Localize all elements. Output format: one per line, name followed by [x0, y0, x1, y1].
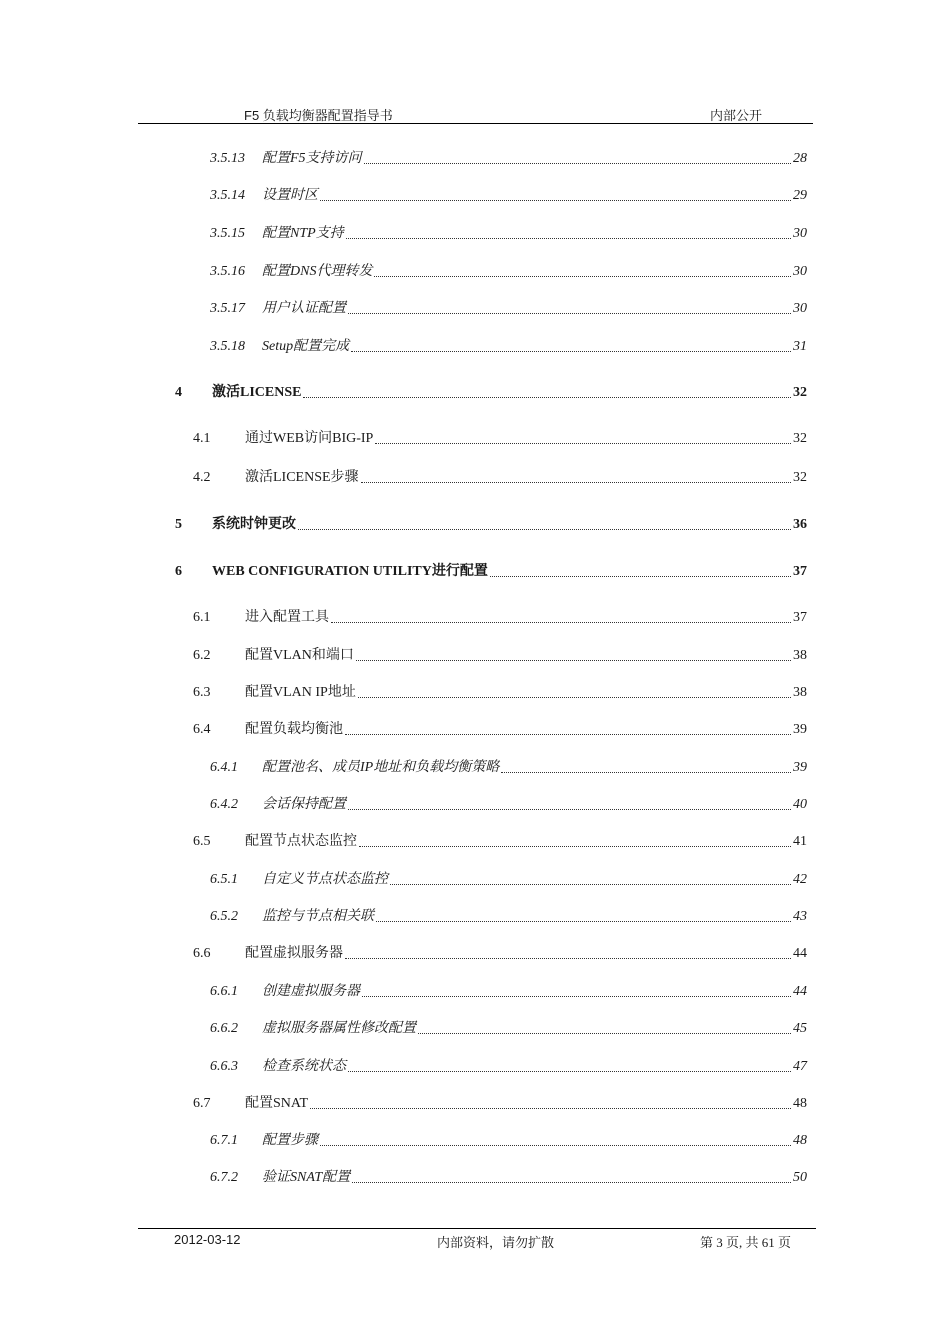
toc-entry-6-5-1[interactable]: [210, 870, 807, 890]
toc-number: 5: [175, 517, 182, 532]
toc-page: 37: [793, 564, 807, 579]
toc-leader: [345, 733, 791, 735]
toc-leader: [298, 528, 791, 530]
toc-entry-6-4-2[interactable]: [210, 795, 807, 815]
toc-entry-6-7-1[interactable]: [210, 1131, 807, 1151]
toc-number: 4: [175, 385, 182, 400]
toc-number: 6.6.3: [210, 1059, 238, 1074]
toc-title: 监控与节点相关联: [262, 909, 374, 924]
footer-page-info: 第 3 页, 共 61 页: [700, 1235, 792, 1250]
footer-divider: [138, 1228, 816, 1229]
header-divider: [138, 123, 813, 124]
toc-page: 38: [793, 685, 807, 700]
toc-leader: [348, 1070, 791, 1072]
toc-title: 激活LICENSE步骤: [245, 470, 359, 485]
toc-leader: [390, 883, 791, 885]
toc-number: 6.7.2: [210, 1170, 238, 1185]
toc-number: 6.5.2: [210, 909, 238, 924]
toc-entry-6-2[interactable]: [193, 646, 807, 666]
toc-page: 48: [793, 1133, 807, 1148]
toc-title: 用户认证配置: [262, 301, 346, 316]
toc-entry-4-1[interactable]: [193, 429, 807, 449]
toc-entry-3-5-18[interactable]: [210, 337, 807, 357]
toc-page: 43: [793, 909, 807, 924]
toc-page: 32: [793, 385, 807, 400]
toc-leader: [358, 696, 791, 698]
toc-leader: [362, 995, 791, 997]
toc-page: 28: [793, 151, 807, 166]
toc-number: 6.1: [193, 610, 211, 625]
footer-date: 2012-03-12: [174, 1232, 241, 1247]
toc-number: 6.6: [193, 946, 211, 961]
toc-entry-6-4-1[interactable]: [210, 758, 807, 778]
toc-entry-6-5[interactable]: [193, 832, 807, 852]
toc-number: 4.2: [193, 470, 211, 485]
toc-page: 47: [793, 1059, 807, 1074]
toc-leader: [418, 1032, 791, 1034]
toc-leader: [320, 1144, 791, 1146]
toc-title: 配置VLAN IP地址: [245, 685, 356, 700]
toc-number: 6.6.2: [210, 1021, 238, 1036]
toc-title: 进入配置工具: [245, 610, 329, 625]
toc-title: 检查系统状态: [262, 1059, 346, 1074]
toc-page: 48: [793, 1096, 807, 1111]
toc-entry-5[interactable]: [175, 515, 807, 535]
toc-title: 虚拟服务器属性修改配置: [262, 1021, 416, 1036]
toc-number: 6.4.1: [210, 760, 238, 775]
toc-number: 3.5.14: [210, 188, 245, 203]
toc-page: 39: [793, 760, 807, 775]
toc-number: 6.3: [193, 685, 211, 700]
toc-page: 36: [793, 517, 807, 532]
toc-title: 系统时钟更改: [212, 517, 296, 532]
classification-label: 内部公开: [710, 108, 763, 123]
toc-page: 38: [793, 648, 807, 663]
toc-leader: [351, 350, 791, 352]
toc-leader: [359, 845, 791, 847]
toc-leader: [320, 199, 791, 201]
toc-number: 6.5.1: [210, 872, 238, 887]
toc-leader: [348, 312, 791, 314]
toc-leader: [501, 771, 791, 773]
toc-entry-6-6-2[interactable]: [210, 1019, 807, 1039]
toc-page: 39: [793, 722, 807, 737]
toc-number: 3.5.18: [210, 339, 245, 354]
toc-entry-4-2[interactable]: [193, 468, 807, 488]
toc-entry-3-5-16[interactable]: [210, 262, 807, 282]
footer-notice: 内部资料，请勿扩散: [437, 1235, 555, 1250]
toc-entry-6-6-3[interactable]: [210, 1057, 807, 1077]
toc-page: 32: [793, 431, 807, 446]
toc-leader: [352, 1181, 791, 1183]
toc-leader: [348, 808, 791, 810]
toc-entry-6-6-1[interactable]: [210, 982, 807, 1002]
toc-page: 41: [793, 834, 807, 849]
toc-entry-6-7-2[interactable]: [210, 1168, 807, 1188]
toc-number: 6.2: [193, 648, 211, 663]
toc-leader: [331, 621, 791, 623]
document-title: F5 负载均衡器配置指导书: [244, 108, 393, 123]
toc-leader: [356, 659, 791, 661]
toc-page: 30: [793, 301, 807, 316]
toc-number: 6.4.2: [210, 797, 238, 812]
toc-page: 30: [793, 226, 807, 241]
toc-page: 42: [793, 872, 807, 887]
toc-title: 配置步骤: [262, 1133, 318, 1148]
toc-leader: [361, 481, 791, 483]
toc-page: 44: [793, 984, 807, 999]
toc-page: 45: [793, 1021, 807, 1036]
toc-title: WEB CONFIGURATION UTILITY进行配置: [212, 564, 488, 579]
toc-number: 4.1: [193, 431, 211, 446]
toc-title: 创建虚拟服务器: [262, 984, 360, 999]
toc-number: 3.5.16: [210, 264, 245, 279]
toc-title: 配置NTP支持: [262, 226, 344, 241]
toc-entry-4[interactable]: [175, 383, 807, 403]
toc-number: 3.5.17: [210, 301, 245, 316]
toc-number: 6.7: [193, 1096, 211, 1111]
toc-title: 配置池名、成员IP地址和负载均衡策略: [262, 760, 500, 775]
toc-page: 31: [793, 339, 807, 354]
toc-number: 6.7.1: [210, 1133, 238, 1148]
toc-title: 配置SNAT: [245, 1096, 309, 1111]
toc-page: 37: [793, 610, 807, 625]
toc-number: 6: [175, 564, 182, 579]
toc-entry-6-7[interactable]: [193, 1094, 807, 1114]
toc-entry-6-1[interactable]: [193, 608, 807, 628]
toc-entry-3-5-15[interactable]: [210, 224, 807, 244]
toc-title: 设置时区: [262, 188, 318, 203]
toc-page: 50: [793, 1170, 807, 1185]
toc-title: 配置DNS代理转发: [262, 264, 373, 279]
toc-entry-6-5-2[interactable]: [210, 907, 807, 927]
toc-title: 通过WEB访问BIG-IP: [245, 431, 374, 446]
toc-entry-3-5-14[interactable]: [210, 186, 807, 206]
toc-leader: [346, 237, 791, 239]
toc-title: 激活LICENSE: [212, 385, 302, 400]
toc-leader: [345, 957, 791, 959]
toc-title: 配置F5支持访问: [262, 151, 362, 166]
toc-entry-6-4[interactable]: [193, 720, 807, 740]
toc-title: 配置VLAN和端口: [245, 648, 354, 663]
toc-title: 验证SNAT配置: [262, 1170, 351, 1185]
toc-leader: [376, 920, 791, 922]
toc-entry-6[interactable]: [175, 562, 807, 582]
toc-page: 44: [793, 946, 807, 961]
toc-leader: [303, 396, 791, 398]
toc-page: 32: [793, 470, 807, 485]
toc-title: 配置虚拟服务器: [245, 946, 343, 961]
toc-leader: [364, 162, 791, 164]
toc-number: 3.5.13: [210, 151, 245, 166]
toc-entry-3-5-13[interactable]: [210, 149, 807, 169]
toc-entry-6-6[interactable]: [193, 944, 807, 964]
toc-title: 自定义节点状态监控: [262, 872, 388, 887]
toc-number: 6.4: [193, 722, 211, 737]
toc-leader: [375, 442, 791, 444]
toc-number: 6.6.1: [210, 984, 238, 999]
toc-leader: [310, 1107, 791, 1109]
toc-number: 6.5: [193, 834, 211, 849]
toc-page: 40: [793, 797, 807, 812]
toc-title: 会话保持配置: [262, 797, 346, 812]
toc-entry-6-3[interactable]: [193, 683, 807, 703]
toc-leader: [490, 575, 791, 577]
toc-page: 29: [793, 188, 807, 203]
toc-title: 配置负载均衡池: [245, 722, 343, 737]
toc-number: 3.5.15: [210, 226, 245, 241]
toc-entry-3-5-17[interactable]: [210, 299, 807, 319]
toc-leader: [374, 275, 791, 277]
toc-page: 30: [793, 264, 807, 279]
toc-title: Setup配置完成: [262, 339, 350, 354]
toc-title: 配置节点状态监控: [245, 834, 357, 849]
